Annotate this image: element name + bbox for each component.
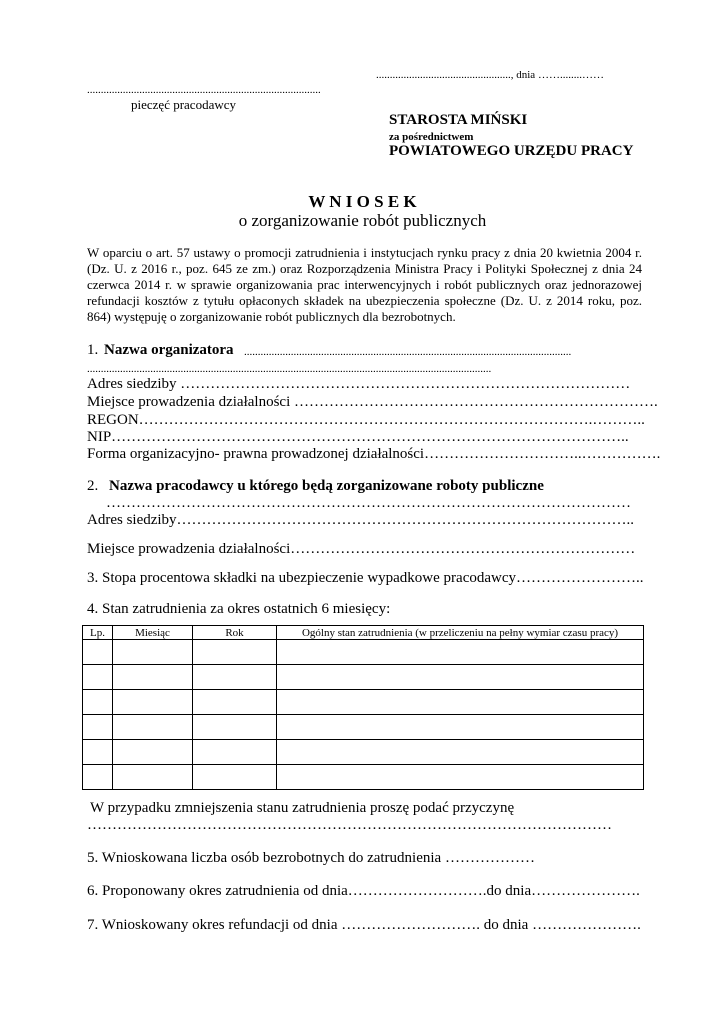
cell-lp[interactable] [83, 690, 113, 715]
table-row [83, 765, 644, 790]
cell-year[interactable] [193, 715, 277, 740]
table-row [83, 715, 644, 740]
col-header-lp: Lp. [83, 626, 113, 640]
intro-paragraph: W oparciu o art. 57 ustawy o promocji zatrudnienia i instytucjach rynku pracy z dnia 20 kwietnia 2004 r. (Dz. U. z 2016 r., poz. 645 ze zm.) oraz Rozporządzenia Ministra Pracy i Polityki Społecznej z dnia 24 czerwca 2014 r. w sprawie organizowania prac interwencyjnych i robót publicznych oraz jednorazowej refundacji kosztów z tytułu opłaconych składek na ubezpieczenia społeczne (Dz. U. z 2014 roku, poz. 864) występuję o zorganizowanie robót publicznych dla bezrobotnych. [87, 245, 642, 324]
cell-year[interactable] [193, 740, 277, 765]
section4-heading: 4. Stan zatrudnienia za okres ostatnich 6 miesięcy: [87, 601, 391, 617]
cell-month[interactable] [113, 765, 193, 790]
table-row [83, 690, 644, 715]
cell-total[interactable] [277, 765, 644, 790]
cell-lp[interactable] [83, 640, 113, 665]
section1-regon-field[interactable]: REGON……………………………………………………………………………….……….. [87, 412, 645, 428]
cell-year[interactable] [193, 665, 277, 690]
section1-form-field[interactable]: Forma organizacyjno- prawna prowadzonej działalności…………………………..……………. [87, 446, 661, 462]
stamp-dots[interactable]: ..................................................................................... [87, 84, 321, 96]
col-header-month: Miesiąc [113, 626, 193, 640]
section1-heading: Nazwa organizatora [104, 342, 234, 358]
section1-number: 1. [87, 342, 99, 358]
cell-month[interactable] [113, 740, 193, 765]
addressee-via: za pośrednictwem [389, 131, 474, 143]
section1-name-field[interactable]: ....................................................................................................................... [244, 346, 572, 358]
document-title: W N I O S E K [308, 192, 417, 211]
section2-place-field[interactable]: Miejsce prowadzenia działalności…………………………………………………………… [87, 541, 636, 557]
cell-lp[interactable] [83, 765, 113, 790]
employment-table [82, 625, 644, 790]
cell-year[interactable] [193, 765, 277, 790]
section6-employment-period-field[interactable]: 6. Proponowany okres zatrudnienia od dnia……………………….do dnia…………………. [87, 883, 640, 899]
cell-year[interactable] [193, 640, 277, 665]
cell-total[interactable] [277, 665, 644, 690]
date-line[interactable]: ................................................., dnia ……........…… [376, 69, 604, 81]
table-row [83, 640, 644, 665]
section1-nip-field[interactable]: NIP………………………………………………………………………………………….. [87, 429, 629, 445]
section2-number: 2. [87, 478, 99, 494]
section7-refund-period-field[interactable]: 7. Wnioskowany okres refundacji od dnia ………………………. do dnia …………………. [87, 917, 641, 933]
document-subtitle: o zorganizowanie robót publicznych [238, 211, 487, 230]
cell-month[interactable] [113, 715, 193, 740]
section2-name-field[interactable]: …………………………………………………………………………………………… [106, 495, 631, 511]
cell-total[interactable] [277, 640, 644, 665]
section2-address-field[interactable]: Adres siedziby……………………………………………………………………………….. [87, 512, 635, 528]
col-header-year: Rok [193, 626, 277, 640]
cell-year[interactable] [193, 690, 277, 715]
section1-address-field[interactable]: Adres siedziby ……………………………………………………………………………… [87, 376, 631, 392]
section3-accident-rate-field[interactable]: 3. Stopa procentowa składki na ubezpieczenie wypadkowe pracodawcy…………………….. [87, 570, 644, 586]
cell-lp[interactable] [83, 665, 113, 690]
cell-month[interactable] [113, 665, 193, 690]
cell-total[interactable] [277, 715, 644, 740]
addressee-office: POWIATOWEGO URZĘDU PRACY [389, 143, 634, 159]
table-row [83, 740, 644, 765]
section1-name-field-line2[interactable]: ................................................................................................................................................... [87, 363, 492, 375]
col-header-total: Ogólny stan zatrudnienia (w przeliczeniu na pełny wymiar czasu pracy) [277, 626, 644, 640]
cell-total[interactable] [277, 690, 644, 715]
table-row [83, 665, 644, 690]
section2-heading: Nazwa pracodawcy u którego będą zorganizowane roboty publiczne [109, 478, 544, 494]
section1-place-field[interactable]: Miejsce prowadzenia działalności ………………………………………………………………. [87, 394, 658, 410]
cell-lp[interactable] [83, 715, 113, 740]
cell-total[interactable] [277, 740, 644, 765]
reduction-reason-label: W przypadku zmniejszenia stanu zatrudnienia proszę podać przyczynę [90, 800, 515, 816]
table-header-row [83, 626, 644, 640]
reduction-reason-field[interactable]: …………………………………………………………………………………………… [87, 817, 612, 833]
cell-lp[interactable] [83, 740, 113, 765]
cell-month[interactable] [113, 640, 193, 665]
cell-month[interactable] [113, 690, 193, 715]
addressee-starosta: STAROSTA MIŃSKI [389, 112, 528, 128]
stamp-label: pieczęć pracodawcy [131, 97, 237, 112]
section5-unemployed-count-field[interactable]: 5. Wnioskowana liczba osób bezrobotnych do zatrudnienia ……………… [87, 850, 535, 866]
